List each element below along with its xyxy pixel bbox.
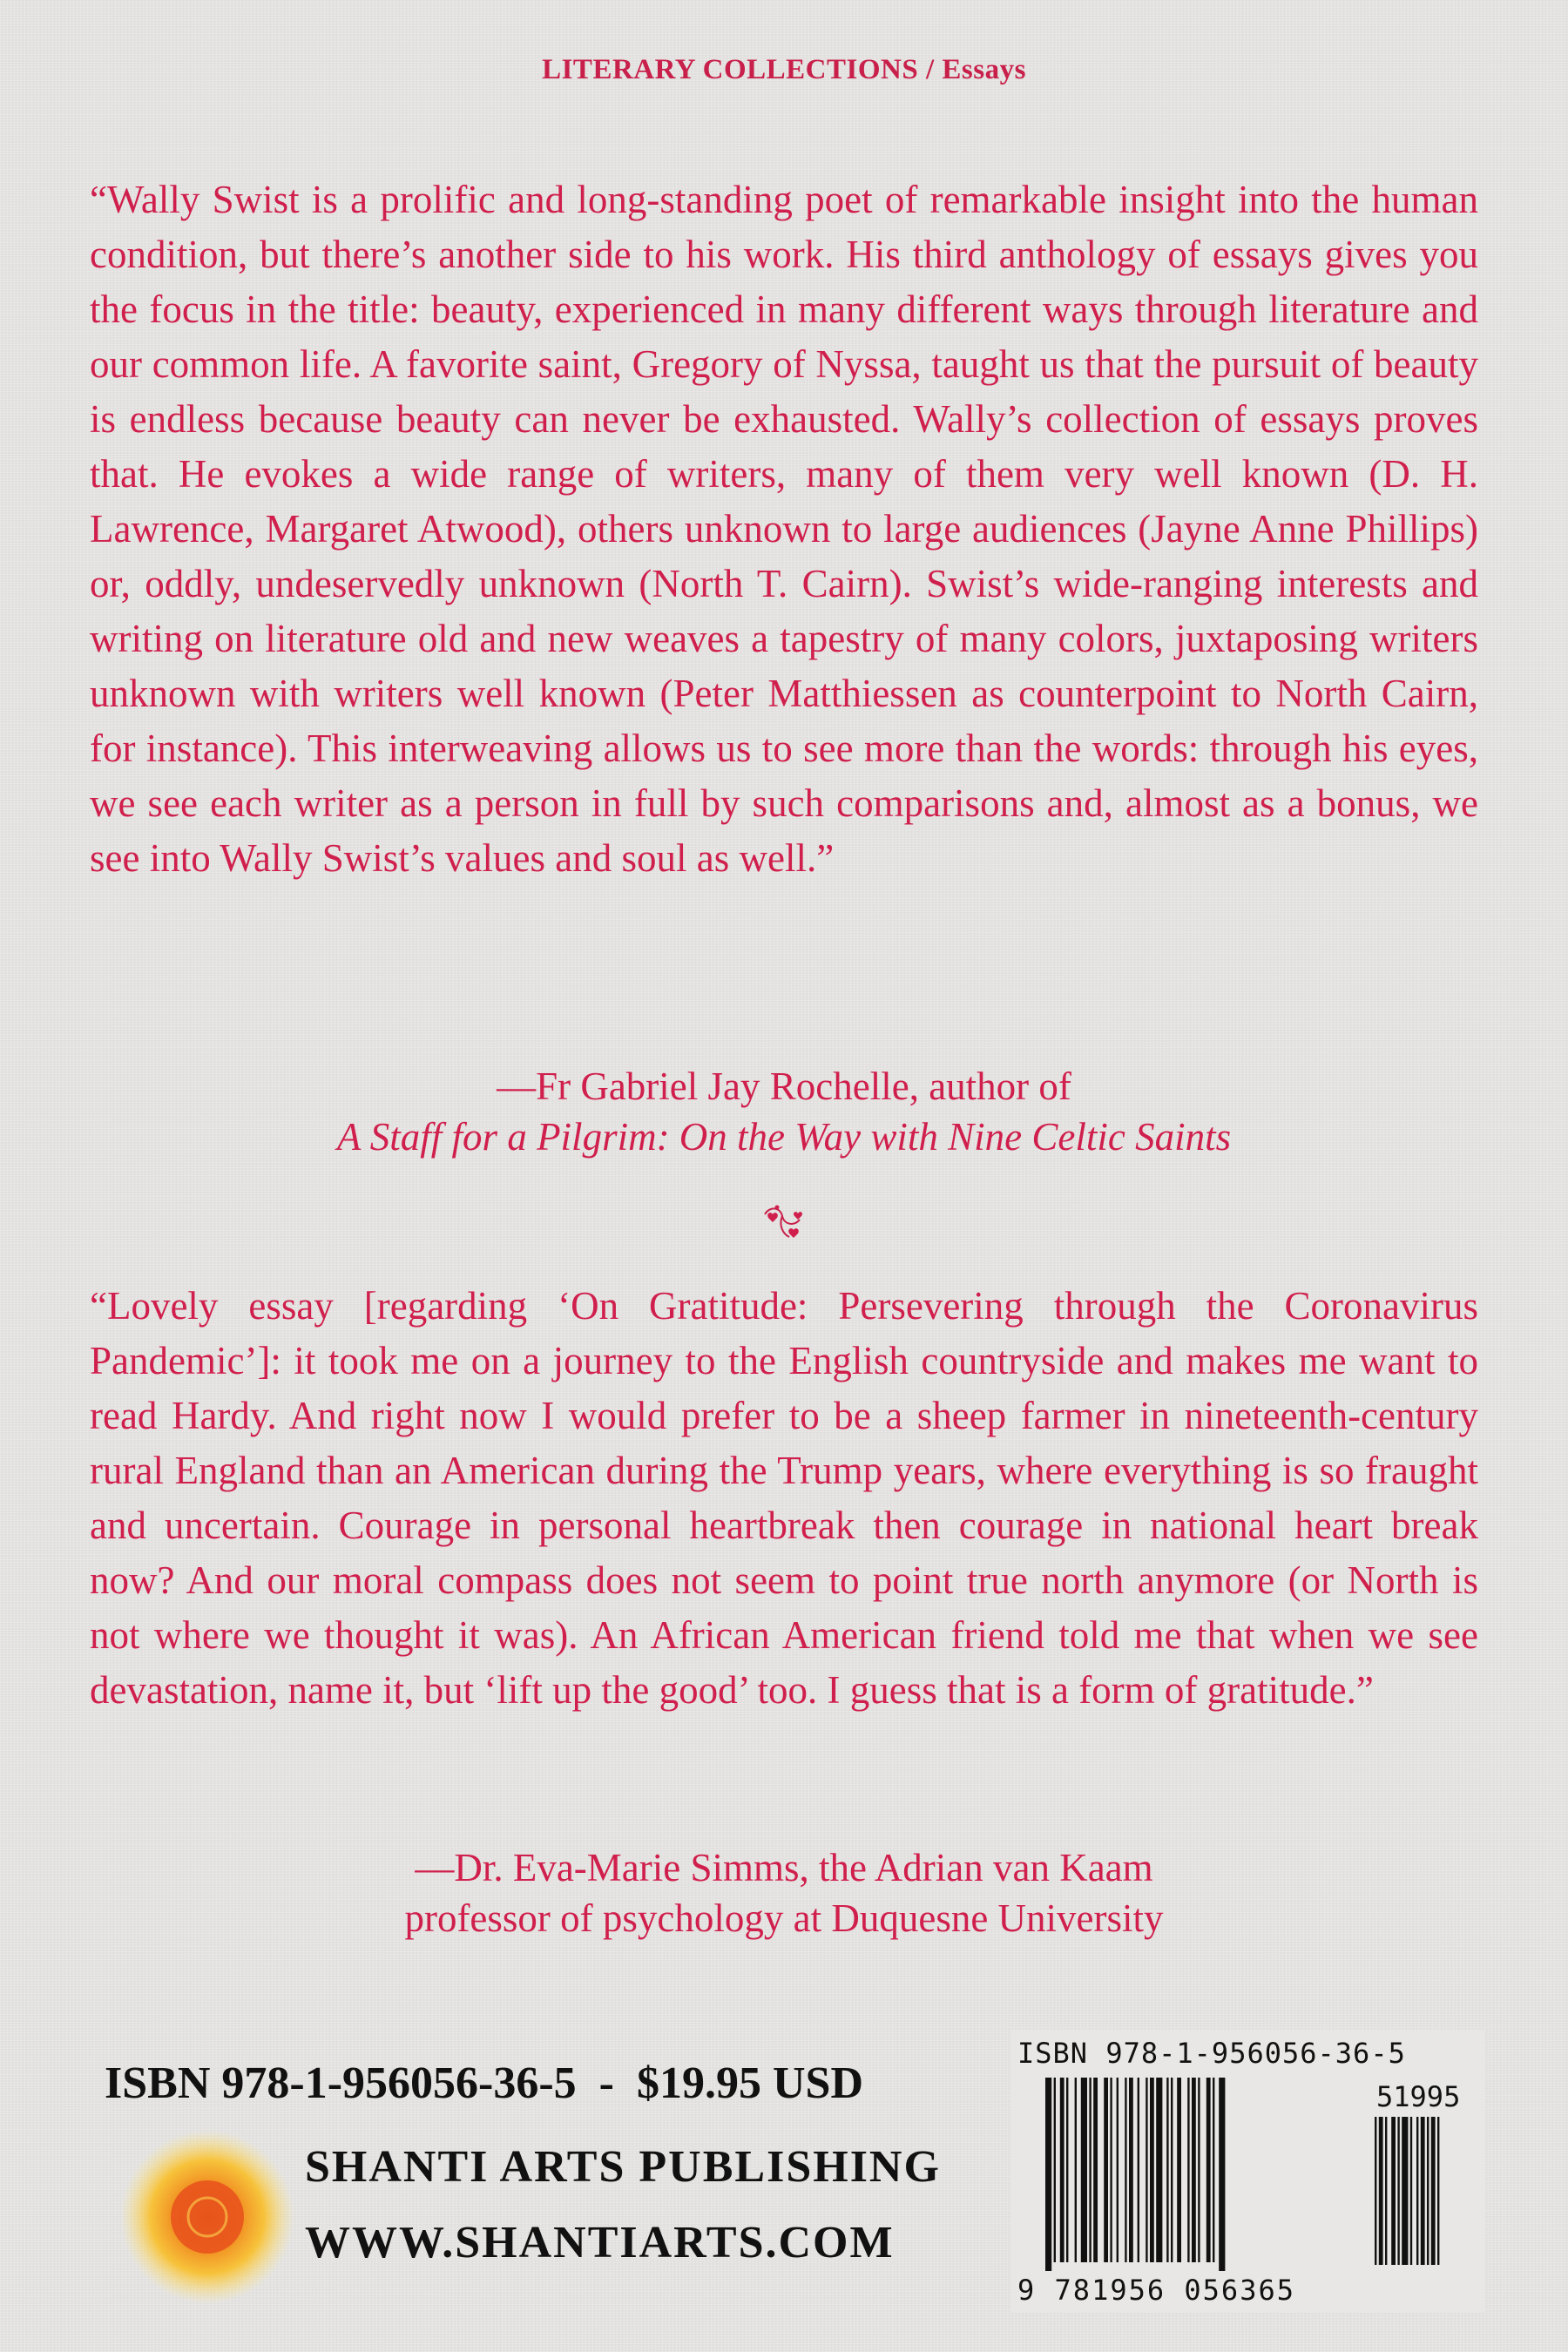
barcode-bar: [1066, 2078, 1068, 2262]
barcode-bar: [1166, 2078, 1168, 2262]
barcode-bar: [1171, 2078, 1173, 2262]
barcode-price-code: 51995: [1376, 2080, 1461, 2113]
barcode-addon-bar: [1391, 2117, 1396, 2265]
barcode-addon-bar: [1402, 2117, 1408, 2265]
attribution-2-affiliation: professor of psychology at Duquesne University: [404, 1896, 1164, 1940]
publisher-website: WWW.SHANTIARTS.COM: [305, 2218, 895, 2268]
barcode-addon-bar: [1375, 2117, 1376, 2265]
barcode-bar: [1213, 2078, 1214, 2262]
barcode-bar: [1187, 2078, 1189, 2262]
barcode-block: [1010, 2030, 1485, 2313]
barcode-bar: [1110, 2078, 1112, 2262]
barcode-bar: [1156, 2078, 1162, 2262]
attribution-1-author: —Fr Gabriel Jay Rochelle, author of: [497, 1064, 1071, 1108]
attribution-2: [0, 1842, 1568, 1943]
barcode-bar: [1150, 2078, 1154, 2262]
attribution-1-book-title: A Staff for a Pilgrim: On the Way with Nine Celtic Saints: [336, 1115, 1232, 1159]
barcode-bar: [1075, 2078, 1077, 2262]
barcode-addon-bar: [1385, 2117, 1387, 2265]
barcode-digits: 9 781956 056365: [1017, 2274, 1295, 2307]
endorsement-quote-1: “Wally Swist is a prolific and long-standing poet of remarkable insight into the human condition, but there’s another side to his work. His third anthology of essays gives you the focus in the title: beauty, experienced in many different ways through literature and our common life. A favorite saint, Gregory of Nyssa, taught us that the pursuit of beauty is endless because beauty can never be exhausted. Wally’s collection of essays proves that. He evokes a wide range of writers, many of them very well known (D. H. Lawrence, Margaret Atwood), others unknown to large audiences (Jayne Anne Phillips) or, oddly, undeservedly unknown (North T. Cairn). Swist’s wide-ranging interests and writing on literature old and new weaves a tapestry of many colors, juxtaposing writers unknown with writers well known (Peter Matthiessen as counterpoint to North Cairn, for instance). This interweaving allows us to see more than the words: through his eyes, we see each writer as a person in full by such comparisons and, almost as a bonus, we see into Wally Swist’s values and soul as well.”: [90, 178, 1478, 880]
barcode-bar: [1093, 2078, 1098, 2262]
barcode-bar: [1054, 2078, 1056, 2262]
attribution-1: [0, 1061, 1568, 1162]
sun-logo-icon: [112, 2126, 303, 2308]
barcode-addon-bar: [1379, 2117, 1383, 2265]
barcode-bar: [1129, 2078, 1133, 2262]
barcode-bar: [1198, 2078, 1200, 2262]
barcode-bar: [1104, 2078, 1108, 2262]
barcode-addon-bar: [1427, 2117, 1429, 2265]
barcode-bar: [1045, 2078, 1051, 2271]
barcode-bar: [1089, 2078, 1091, 2262]
floral-ornament-icon: [756, 1199, 812, 1244]
barcode-addon-bar: [1437, 2117, 1439, 2265]
barcode-isbn-text: ISBN 978-1-956056-36-5: [1017, 2037, 1406, 2070]
endorsement-quote-2: “Lovely essay [regarding ‘On Gratitude: Persevering through the Coronavirus Pandemic’]: it took me on a journey to the English countryside and makes me want to read Hardy. And right now I would prefer to be a sheep farmer in nineteenth-century rural England than an American during the Trump years, where everything is so fraught and uncertain. Courage in personal heartbreak then courage in national heart break now? And our moral compass does not seem to point true north anymore (or North is not where we thought it was). An African American friend told me that when we see devastation, name it, but ‘lift up the good’ too. I guess that is a form of gratitude.”: [90, 1284, 1478, 1712]
barcode-addon-bar: [1421, 2117, 1425, 2265]
barcode-addon-bar: [1397, 2117, 1399, 2265]
barcode-bar: [1192, 2078, 1196, 2262]
publisher-name: SHANTI ARTS PUBLISHING: [305, 2142, 941, 2192]
barcode-bar: [1117, 2078, 1119, 2262]
barcode-addon-bar: [1410, 2117, 1412, 2265]
isbn-price-line: ISBN 978-1-956056-36-5 - $19.95 USD: [105, 2058, 863, 2108]
barcode-bar: [1177, 2078, 1181, 2262]
barcode-bar: [1125, 2078, 1126, 2262]
barcode-bar: [1081, 2078, 1087, 2262]
barcode-bar: [1138, 2078, 1139, 2262]
barcode-addon-bar: [1431, 2117, 1436, 2265]
attribution-2-author: —Dr. Eva-Marie Simms, the Adrian van Kaam: [415, 1846, 1153, 1889]
barcode-bar: [1219, 2078, 1225, 2271]
barcode-addon-bar: [1416, 2117, 1418, 2265]
barcode-bar: [1146, 2078, 1147, 2262]
category-heading: LITERARY COLLECTIONS / Essays: [542, 54, 1026, 85]
barcode-bar: [1206, 2078, 1211, 2262]
barcode-bar: [1060, 2078, 1064, 2262]
